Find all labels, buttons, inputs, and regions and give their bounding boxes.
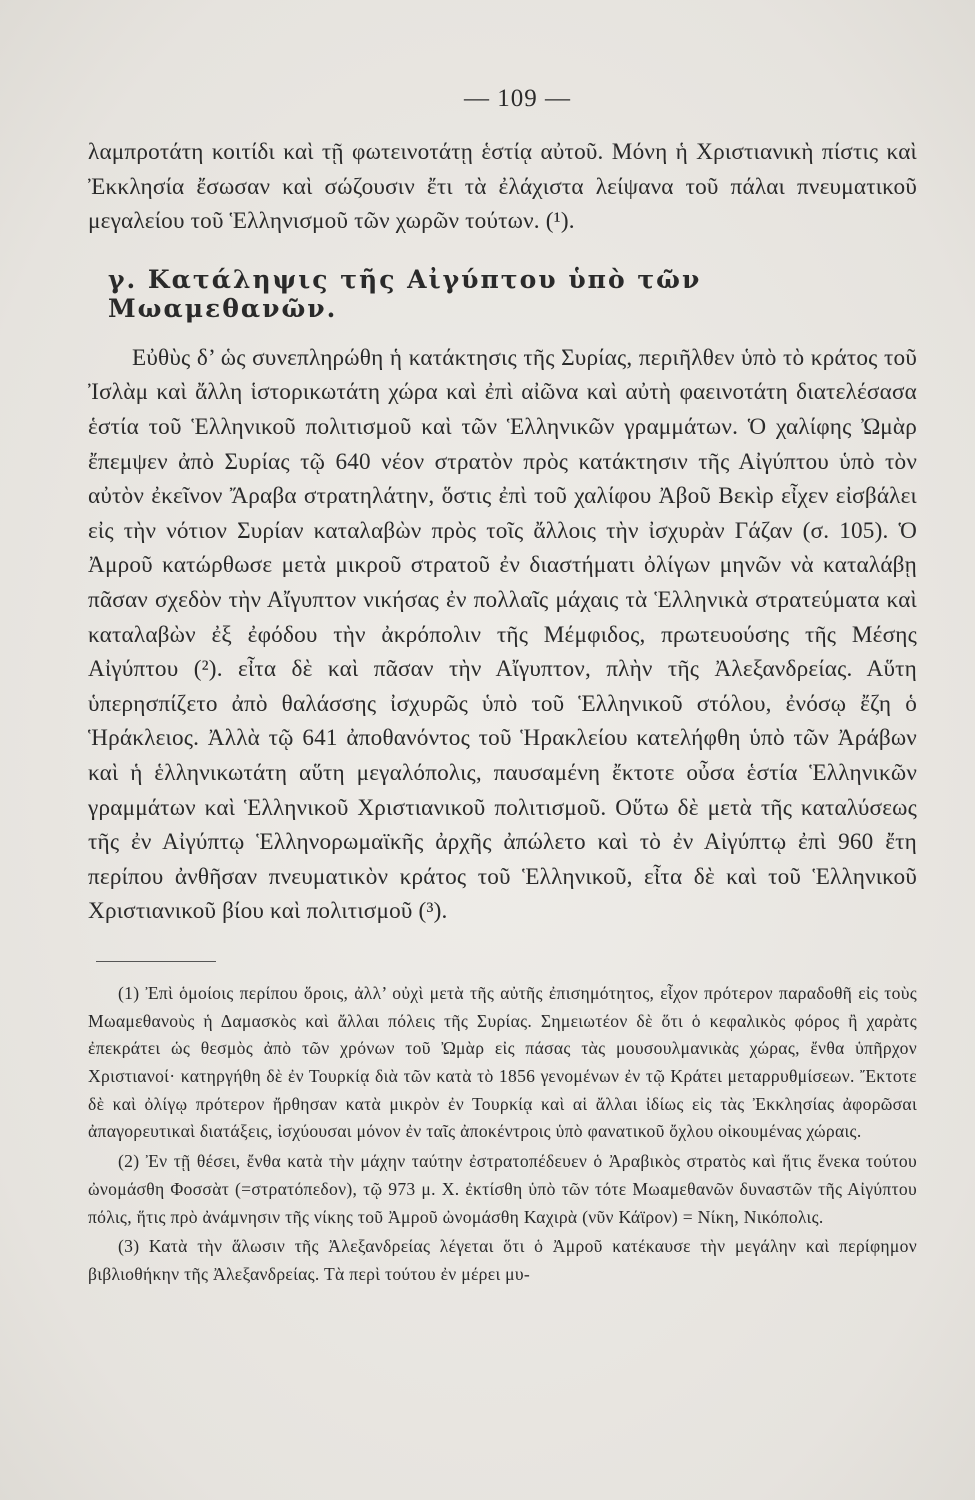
- footnote-divider: [96, 961, 216, 962]
- section-heading: γ. Κατάληψις τῆς Αἰγύπτου ὑπὸ τῶν Μωαμεθανῶν.: [108, 264, 702, 323]
- footnotes: [88, 980, 917, 1289]
- continued-paragraph: λαμπροτάτη κοιτίδι καὶ τῇ φωτεινοτάτῃ ἑστίᾳ αὐτοῦ. Μόνη ἡ Χριστιανικὴ πίστις καὶ Ἐκκλησία ἔσωσαν καὶ σώζουσιν ἔτι τὰ ἐλάχιστα λείψανα τοῦ πάλαι πνευματικοῦ μεγαλείου τοῦ Ἑλληνισμοῦ τῶν χωρῶν τούτων. (¹).: [88, 139, 917, 235]
- footnote-3: (3) Κατὰ τὴν ἅλωσιν τῆς Ἀλεξανδρείας λέγεται ὅτι ὁ Ἀμροῦ κατέκαυσε τὴν μεγάλην καὶ περίφημον βιβλιοθήκην τῆς Ἀλεξανδρείας. Τὰ περὶ τούτου ἐν μέρει μυ-: [88, 1236, 917, 1284]
- section-paragraph: Εὐθὺς δ’ ὡς συνεπληρώθη ἡ κατάκτησις τῆς Συρίας, περιῆλθεν ὑπὸ τὸ κράτος τοῦ Ἰσλὰμ καὶ ἄλλη ἱστορικωτάτη χώρα καὶ ἐπὶ αἰῶνα καὶ αὐτὴ φαεινοτάτη διατελέσασα ἑστία τοῦ Ἑλληνικοῦ πολιτισμοῦ καὶ τῶν Ἑλληνικῶν γραμμάτων. Ὁ χαλίφης Ὠμὰρ ἔπεμψεν ἀπὸ Συρίας τῷ 640 νέον στρατὸν πρὸς κατάκτησιν τῆς Αἰγύπτου ὑπὸ τὸν αὐτὸν ἐκεῖνον Ἄραβα στρατηλάτην, ὅστις ἐπὶ τοῦ χαλίφου Ἀβοῦ Βεκὶρ εἶχεν εἰσβάλει εἰς τὴν νότιον Συρίαν καταλαβὼν πρὸς τοῖς ἄλλοις τὴν ἰσχυρὰν Γάζαν (σ. 105). Ὁ Ἀμροῦ κατώρθωσε μετὰ μικροῦ στρατοῦ ἐν διαστήματι ὀλίγων μηνῶν νὰ καταλάβῃ πᾶσαν σχεδὸν τὴν Αἴγυπτον νικήσας ἐν πολλαῖς μάχαις τὰ Ἑλληνικὰ στρατεύματα καὶ καταλαβὼν ἐξ ἐφόδου τὴν ἀκρόπολιν τῆς Μέμφιδος, πρωτευούσης τῆς Μέσης Αἰγύπτου (²). εἶτα δὲ καὶ πᾶσαν τὴν Αἴγυπτον, πλὴν τῆς Ἀλεξανδρείας. Αὕτη ὑπερησπίζετο ἀπὸ θαλάσσης ἰσχυρῶς ὑπὸ τοῦ Ἑλληνικοῦ στόλου, ἐνόσῳ ἔζη ὁ Ἡράκλειος. Ἀλλὰ τῷ 641 ἀποθανόντος τοῦ Ἡρακλείου κατελήφθη ὑπὸ τῶν Ἀράβων καὶ ἡ ἑλληνικωτάτη αὕτη μεγαλόπολις, παυσαμένη ἔκτοτε οὖσα ἑστία Ἑλληνικῶν γραμμάτων καὶ Ἑλληνικοῦ Χριστιανικοῦ πολιτισμοῦ. Οὕτω δὲ μετὰ τῆς καταλύσεως τῆς ἐν Αἰγύπτῳ Ἑλληνορωμαϊκῆς ἀρχῆς ἀπώλετο καὶ τὸ ἐν Αἰγύπτῳ ἐπὶ 960 ἔτη περίπου ἀνθῆσαν πνευματικὸν κράτος τοῦ Ἑλληνικοῦ, εἶτα δὲ καὶ τοῦ Ἑλληνικοῦ Χριστιανικοῦ βίου καὶ πολιτισμοῦ (³).: [88, 344, 917, 925]
- page-number: — 109 —: [464, 85, 571, 112]
- footnote-1: (1) Ἐπὶ ὁμοίοις περίπου ὅροις, ἀλλ’ οὐχὶ μετὰ τῆς αὐτῆς ἐπισημότητος, εἶχον πρότερον παραδοθῆ εἰς τοὺς Μωαμεθανοὺς ἡ Δαμασκὸς καὶ ἄλλαι πόλεις τῆς Συρίας. Σημειωτέον δὲ ὅτι ὁ κεφαλικὸς φόρος ἢ χαρὰτς ἐπεκράτει ὡς θεσμὸς ἀπὸ τῶν χρόνων τοῦ Ὠμὰρ εἰς πάσας τὰς μουσουλμανικὰς χώρας, ἔνθα ὑπῆρχον Χριστιανοί· κατηργήθη δὲ ἐν Τουρκίᾳ διὰ τῶν κατὰ τὸ 1856 γενομένων ἐν τῷ Κράτει μεταρρυθμίσεων. Ἔκτοτε δὲ καὶ ὀλίγῳ πρότερον ἤρθησαν κατὰ μικρὸν ἐν Τουρκίᾳ καὶ αἱ ἄλλαι ἰδίως εἰς τὰς Ἐκκλησίας ἀφορῶσαι ἀπαγορευτικαὶ διατάξεις, ἰσχύουσαι μόνον ἐν ταῖς ἀποκέντροις ὑπὸ φανατικοῦ ὄχλου οἰκουμένας χώραις.: [88, 982, 917, 1142]
- footnote-2: (2) Ἐν τῇ θέσει, ἔνθα κατὰ τὴν μάχην ταύτην ἐστρατοπέδευεν ὁ Ἀραβικὸς στρατὸς καὶ ἥτις ἕνεκα τούτου ὠνομάσθη Φοσσὰτ (=στρατόπεδον), τῷ 973 μ. Χ. ἐκτίσθη ὑπὸ τῶν τότε Μωαμεθανῶν δυναστῶν τῆς Αἰγύπτου πόλις, ἥτις πρὸ ἀνάμνησιν τῆς νίκης τοῦ Ἀμροῦ ὠνομάσθη Καχιρὰ (νῦν Κάϊρον) = Νίκη, Νικόπολις.: [88, 1151, 917, 1227]
- main-text: [88, 135, 917, 929]
